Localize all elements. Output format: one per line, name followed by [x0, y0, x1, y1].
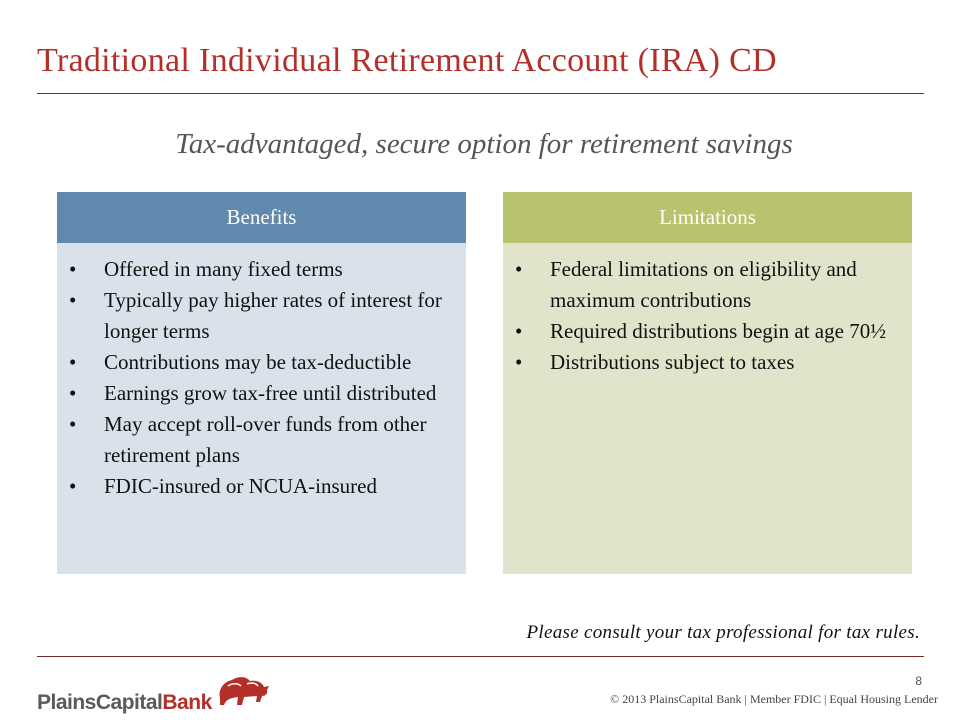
bullet: • — [69, 381, 77, 405]
benefits-list — [69, 254, 454, 502]
logo-text-plainscapital: PlainsCapital — [37, 691, 163, 714]
title-divider — [37, 93, 924, 94]
list-item — [69, 409, 454, 471]
benefit-text: Earnings grow tax-free until distributed — [104, 381, 437, 405]
benefits-heading: Benefits — [57, 192, 466, 243]
plainscapital-logo — [37, 672, 272, 715]
bullet: • — [515, 319, 523, 343]
list-item — [515, 347, 900, 378]
bullet: • — [69, 474, 77, 498]
benefits-body — [57, 243, 466, 574]
list-item — [69, 285, 454, 347]
list-item — [515, 316, 900, 347]
list-item — [69, 254, 454, 285]
bullet: • — [69, 288, 77, 312]
footer-legal-text: © 2013 PlainsCapital Bank | Member FDIC | Equal Housing Lender — [610, 692, 938, 706]
list-item — [69, 347, 454, 378]
bullet: • — [69, 412, 77, 436]
benefits-panel — [57, 192, 466, 574]
benefit-text: Offered in many fixed terms — [104, 257, 343, 281]
bullet: • — [515, 257, 523, 281]
tax-note: Please consult your tax professional for tax rules. — [526, 622, 920, 643]
bullet: • — [69, 257, 77, 281]
footer-divider — [37, 656, 924, 657]
limitations-list — [515, 254, 900, 378]
benefit-text: Typically pay higher rates of interest for longer terms — [104, 288, 442, 343]
logo-text-bank: Bank — [162, 691, 212, 714]
list-item — [69, 471, 454, 502]
limitations-heading: Limitations — [503, 192, 912, 243]
limitation-text: Required distributions begin at age 70½ — [550, 319, 886, 343]
limitations-body — [503, 243, 912, 574]
list-item — [69, 378, 454, 409]
limitation-text: Federal limitations on eligibility and maximum contributions — [550, 257, 857, 312]
buffalo-icon — [214, 672, 272, 715]
benefit-text: Contributions may be tax-deductible — [104, 350, 412, 374]
page-title: Traditional Individual Retirement Account (IRA) CD — [37, 42, 777, 79]
page-number: 8 — [915, 674, 922, 688]
benefit-text: May accept roll-over funds from other retirement plans — [104, 412, 427, 467]
limitation-text: Distributions subject to taxes — [550, 350, 795, 374]
logo-wordmark — [37, 691, 212, 715]
limitations-panel — [503, 192, 912, 574]
bullet: • — [515, 350, 523, 374]
benefit-text: FDIC-insured or NCUA-insured — [104, 474, 377, 498]
subtitle: Tax-advantaged, secure option for retirement savings — [175, 128, 793, 160]
bullet: • — [69, 350, 77, 374]
list-item — [515, 254, 900, 316]
